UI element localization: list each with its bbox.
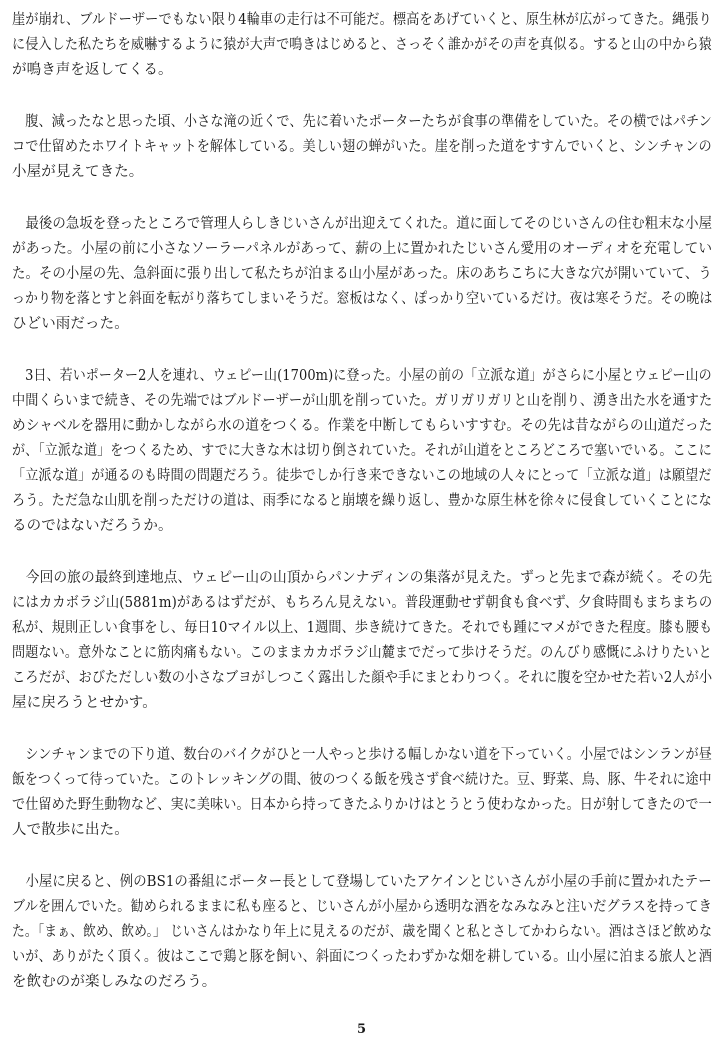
- text-line: 小屋が見えてきた。: [12, 164, 144, 180]
- text-line: っかり物を落とすと斜面を転がり落ちてしまいそうだ。窓板はなく、ぽっかり空いているだけ。夜は寒そうだ。その晩は: [12, 291, 713, 307]
- text-line: 3日、若いポーター2人を連れ、ウェピー山(1700m)に登った。小屋の前の「立派な道」がさらに小屋とウェピー山の: [12, 368, 712, 384]
- text-line: た。「まぁ、飲め、飲め。」 じいさんはかなり年上に見えるのだが、歳を聞くと私とさしてかわらない。酒はさほど飲めな: [12, 924, 713, 940]
- paragraph: [12, 364, 714, 539]
- text-line: で仕留めた野生動物など、実に美味い。日本から持ってきたふりかけはとうとう使わなかった。日が射してきたので一: [12, 797, 712, 813]
- text-line: シンチャンまでの下り道、数台のバイクがひと一人やっと歩ける幅しかない道を下っていく。小屋ではシンランが昼: [12, 747, 713, 763]
- text-line: 崖が崩れ、ブルドーザーでもない限り4輪車の走行は不可能だ。標高をあげていくと、原生林が広がってきた。縄張り: [12, 12, 712, 28]
- text-line: 屋に戻ろうとせかす。: [12, 695, 157, 711]
- text-line: 小屋に戻ると、例のBS1の番組にポーター長として登場していたアケインとじいさんが小屋の手前に置かれたテー: [12, 874, 712, 890]
- paragraph: [12, 743, 714, 843]
- text-line: 問題ない。意外なことに筋肉痛もない。このままカカボラジ山麓までだって歩けそうだ。のんびり感慨にふけりたいと: [12, 645, 712, 661]
- text-line: が鳴き声を返してくる。: [12, 62, 173, 78]
- text-line: めシャベルを器用に動かしながら水の道をつくる。作業を中断してもらいすすむ。その先は昔ながらの山道だった: [12, 418, 713, 434]
- text-line: るのではないだろうか。: [12, 518, 173, 534]
- text-line: 飯をつくって待っていた。このトレッキングの間、彼のつくる飯を残さず食べ続けた。豆、野菜、鳥、豚、牛それに途中: [12, 772, 712, 788]
- text-line: にはカカボラジ山(5881m)があるはずだが、もちろん見えない。普段運動せず朝食も食べず、夕食時間もまちまちの: [12, 595, 713, 611]
- text-line: 腹、減ったなと思った頃、小さな滝の近くで、先に着いたポーターたちが食事の準備をしていた。その横ではパチン: [12, 114, 712, 130]
- paragraph: [12, 566, 714, 716]
- text-line: を飲むのが楽しみなのだろう。: [12, 974, 217, 990]
- text-line: 中間くらいまで続き、その先端ではブルドーザーが山肌を削っていた。ガリガリガリと山を削り、湧き出た水を通すた: [12, 393, 713, 409]
- paragraph: [12, 870, 714, 995]
- text-line: があった。小屋の前に小さなソーラーパネルがあって、薪の上に置かれたじいさん愛用のオーディオを充電してい: [12, 241, 713, 257]
- text-line: に侵入した私たちを威嚇するように猿が大声で鳴きはじめると、さっそく誰かがその声を真似る。すると山の中から猿: [12, 37, 712, 53]
- text-line: が、「立派な道」をつくるため、すでに大きな木は切り倒されていた。それが山道をところどころで塞いでいる。ここに: [12, 443, 712, 459]
- text-line: 今回の旅の最終到達地点、ウェピー山の山頂からパンナディンの集落が見えた。ずっと先まで森が続く。その先: [12, 570, 713, 586]
- paragraph: [12, 8, 714, 83]
- text-line: いが、ありがたく頂く。彼はここで鶏と豚を飼い、斜面につくったわずかな畑を耕している。山小屋に泊まる旅人と酒: [12, 949, 712, 965]
- text-line: 私が、規則正しい食事をし、毎日10マイル以上、1週間、歩き続けてきた。それでも踵にマメができた程度。膝も腰も: [12, 620, 713, 636]
- text-line: ろう。ただ急な山肌を削っただけの道は、雨季になると崩壊を繰り返し、豊かな原生林を徐々に侵食していくことにな: [12, 493, 712, 509]
- paragraph: [12, 212, 714, 337]
- page-number: 5: [356, 1022, 367, 1037]
- page-body: [12, 8, 714, 995]
- text-line: ひどい雨だった。: [12, 316, 129, 332]
- text-line: 最後の急坂を登ったところで管理人らしきじいさんが出迎えてくれた。道に面してそのじいさんの住む粗末な小屋: [12, 216, 713, 232]
- text-line: コで仕留めたホワイトキャットを解体している。美しい翅の蝉がいた。崖を削った道をすすんでいくと、シンチャンの: [12, 139, 712, 155]
- text-line: 「立派な道」が通るのも時間の問題だろう。徒歩でしか行き来できないこの地域の人々にとって「立派な道」は願望だ: [12, 468, 712, 484]
- text-line: ころだが、おびただしい数の小さなブヨがしつこく露出した顔や手にまとわりつく。それに腹を空かせた若い2人が小: [12, 670, 713, 686]
- text-line: た。その小屋の先、急斜面に張り出して私たちが泊まる山小屋があった。床のあちこちに大きな穴が開いていて、う: [12, 266, 712, 282]
- paragraph: [12, 110, 714, 185]
- text-line: ブルを囲んでいた。勧められるままに私も座ると、じいさんが小屋から透明な酒をなみなみと注いだグラスを持ってき: [12, 899, 712, 915]
- text-line: 人で散歩に出た。: [12, 822, 129, 838]
